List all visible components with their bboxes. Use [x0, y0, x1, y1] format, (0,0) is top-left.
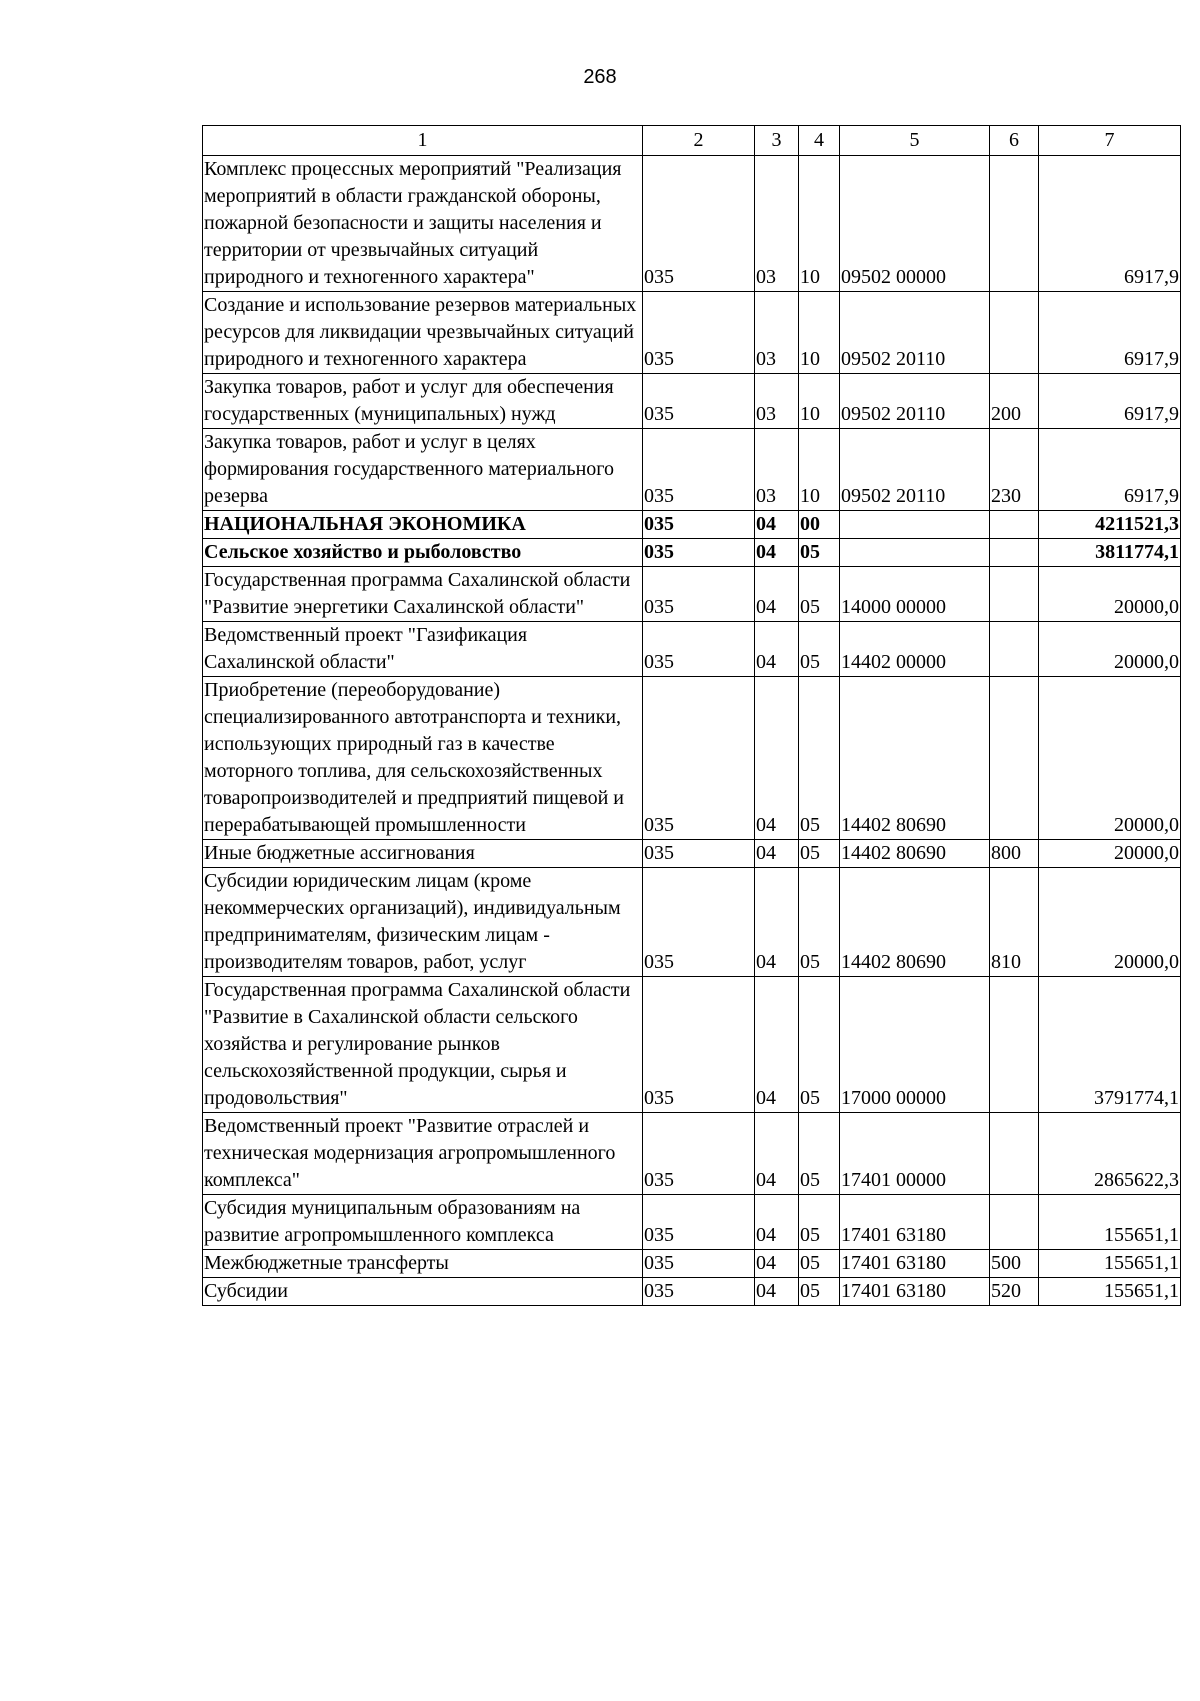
- row-code-6: [990, 511, 1039, 539]
- row-code-6: [990, 567, 1039, 622]
- table-row: [203, 677, 1181, 840]
- row-code-3: 04: [755, 511, 799, 539]
- row-code-5: [840, 539, 990, 567]
- row-code-6: [990, 677, 1039, 840]
- row-amount: 155651,1: [1039, 1195, 1181, 1250]
- row-code-2: 035: [643, 677, 755, 840]
- table-body: [203, 156, 1181, 1306]
- row-code-4: 05: [799, 539, 840, 567]
- row-amount: 3791774,1: [1039, 977, 1181, 1113]
- row-code-6: 520: [990, 1278, 1039, 1306]
- row-name: Субсидии юридическим лицам (кроме некоммерческих организаций), индивидуальным предпринимателям, физическим лицам - производителям товаров, работ, услуг: [203, 868, 643, 977]
- table-row: [203, 1278, 1181, 1306]
- row-code-4: 05: [799, 868, 840, 977]
- row-code-4: 10: [799, 429, 840, 511]
- row-code-5: 14402 80690: [840, 677, 990, 840]
- row-code-4: 05: [799, 1278, 840, 1306]
- row-name: Иные бюджетные ассигнования: [203, 840, 643, 868]
- row-code-5: 14402 00000: [840, 622, 990, 677]
- row-code-4: 05: [799, 677, 840, 840]
- row-code-5: 09502 20110: [840, 292, 990, 374]
- row-name: Закупка товаров, работ и услуг в целях формирования государственного материального резерва: [203, 429, 643, 511]
- row-name: Субсидии: [203, 1278, 643, 1306]
- row-code-4: 05: [799, 1250, 840, 1278]
- row-code-4: 10: [799, 374, 840, 429]
- row-code-2: 035: [643, 977, 755, 1113]
- row-name: Ведомственный проект "Развитие отраслей и техническая модернизация агропромышленного комплекса": [203, 1113, 643, 1195]
- table-row: [203, 539, 1181, 567]
- table-row: [203, 567, 1181, 622]
- row-code-5: 09502 20110: [840, 374, 990, 429]
- row-name: НАЦИОНАЛЬНАЯ ЭКОНОМИКА: [203, 511, 643, 539]
- row-code-6: [990, 1113, 1039, 1195]
- row-code-3: 04: [755, 622, 799, 677]
- header-row: [203, 126, 1181, 156]
- row-code-5: [840, 511, 990, 539]
- row-name: Межбюджетные трансферты: [203, 1250, 643, 1278]
- row-amount: 3811774,1: [1039, 539, 1181, 567]
- row-name: Приобретение (переоборудование) специализированного автотранспорта и техники, использующих природный газ в качестве моторного топлива, для сельскохозяйственных товаропроизводителей и предприятий пищевой и перерабатывающей промышленности: [203, 677, 643, 840]
- row-code-3: 04: [755, 1278, 799, 1306]
- row-amount: 20000,0: [1039, 622, 1181, 677]
- row-code-2: 035: [643, 1250, 755, 1278]
- budget-table: [202, 125, 1181, 1306]
- row-name: Ведомственный проект "Газификация Сахалинской области": [203, 622, 643, 677]
- row-name: Создание и использование резервов материальных ресурсов для ликвидации чрезвычайных ситуаций природного и техногенного характера: [203, 292, 643, 374]
- row-code-5: 09502 00000: [840, 156, 990, 292]
- column-header: 1: [203, 126, 643, 156]
- row-amount: 6917,9: [1039, 156, 1181, 292]
- row-code-3: 04: [755, 840, 799, 868]
- row-name: Комплекс процессных мероприятий "Реализация мероприятий в области гражданской обороны, пожарной безопасности и защиты населения и территории от чрезвычайных ситуаций природного и техногенного характера": [203, 156, 643, 292]
- row-amount: 155651,1: [1039, 1250, 1181, 1278]
- row-code-2: 035: [643, 374, 755, 429]
- table-row: [203, 1250, 1181, 1278]
- row-code-4: 05: [799, 977, 840, 1113]
- row-code-3: 04: [755, 539, 799, 567]
- table-row: [203, 622, 1181, 677]
- row-code-6: 810: [990, 868, 1039, 977]
- column-header: 7: [1039, 126, 1181, 156]
- column-header: 5: [840, 126, 990, 156]
- row-name: Государственная программа Сахалинской области "Развитие в Сахалинской области сельского хозяйства и регулирование рынков сельскохозяйственной продукции, сырья и продовольствия": [203, 977, 643, 1113]
- column-header: 2: [643, 126, 755, 156]
- row-code-2: 035: [643, 868, 755, 977]
- row-code-5: 17401 00000: [840, 1113, 990, 1195]
- row-code-2: 035: [643, 429, 755, 511]
- row-code-5: 14000 00000: [840, 567, 990, 622]
- row-amount: 155651,1: [1039, 1278, 1181, 1306]
- row-code-5: 17401 63180: [840, 1195, 990, 1250]
- row-code-3: 04: [755, 868, 799, 977]
- row-code-3: 04: [755, 1250, 799, 1278]
- row-amount: 6917,9: [1039, 374, 1181, 429]
- row-code-3: 03: [755, 429, 799, 511]
- table-row: [203, 292, 1181, 374]
- table-row: [203, 374, 1181, 429]
- row-code-6: [990, 1195, 1039, 1250]
- row-code-2: 035: [643, 511, 755, 539]
- row-code-2: 035: [643, 1113, 755, 1195]
- row-code-4: 05: [799, 567, 840, 622]
- row-code-5: 14402 80690: [840, 868, 990, 977]
- row-amount: 20000,0: [1039, 567, 1181, 622]
- row-amount: 6917,9: [1039, 429, 1181, 511]
- row-code-2: 035: [643, 1195, 755, 1250]
- row-code-2: 035: [643, 622, 755, 677]
- column-header: 4: [799, 126, 840, 156]
- row-code-4: 05: [799, 1113, 840, 1195]
- table-row: [203, 1113, 1181, 1195]
- table-row: [203, 511, 1181, 539]
- table-row: [203, 1195, 1181, 1250]
- row-code-3: 04: [755, 977, 799, 1113]
- row-code-4: 00: [799, 511, 840, 539]
- row-code-3: 04: [755, 1195, 799, 1250]
- row-code-6: 230: [990, 429, 1039, 511]
- row-name: Государственная программа Сахалинской области "Развитие энергетики Сахалинской области": [203, 567, 643, 622]
- row-code-5: 14402 80690: [840, 840, 990, 868]
- row-code-3: 03: [755, 156, 799, 292]
- table-row: [203, 840, 1181, 868]
- row-code-4: 05: [799, 622, 840, 677]
- row-code-6: [990, 622, 1039, 677]
- row-amount: 4211521,3: [1039, 511, 1181, 539]
- row-code-5: 17401 63180: [840, 1278, 990, 1306]
- table-row: [203, 868, 1181, 977]
- row-amount: 2865622,3: [1039, 1113, 1181, 1195]
- table-row: [203, 977, 1181, 1113]
- row-code-6: 200: [990, 374, 1039, 429]
- row-code-2: 035: [643, 539, 755, 567]
- row-code-3: 03: [755, 292, 799, 374]
- page-number: 268: [583, 66, 617, 88]
- column-header: 6: [990, 126, 1039, 156]
- row-code-5: 09502 20110: [840, 429, 990, 511]
- row-amount: 6917,9: [1039, 292, 1181, 374]
- row-code-6: [990, 539, 1039, 567]
- row-code-4: 10: [799, 156, 840, 292]
- row-code-2: 035: [643, 1278, 755, 1306]
- row-code-5: 17000 00000: [840, 977, 990, 1113]
- row-code-4: 05: [799, 840, 840, 868]
- row-code-5: 17401 63180: [840, 1250, 990, 1278]
- row-code-6: [990, 156, 1039, 292]
- row-name: Сельское хозяйство и рыболовство: [203, 539, 643, 567]
- row-code-3: 04: [755, 677, 799, 840]
- row-amount: 20000,0: [1039, 677, 1181, 840]
- row-code-3: 04: [755, 567, 799, 622]
- row-code-3: 03: [755, 374, 799, 429]
- row-code-2: 035: [643, 292, 755, 374]
- row-code-3: 04: [755, 1113, 799, 1195]
- row-code-6: [990, 977, 1039, 1113]
- row-code-2: 035: [643, 567, 755, 622]
- table-row: [203, 156, 1181, 292]
- column-header: 3: [755, 126, 799, 156]
- row-code-2: 035: [643, 156, 755, 292]
- row-name: Субсидия муниципальным образованиям на развитие агропромышленного комплекса: [203, 1195, 643, 1250]
- row-amount: 20000,0: [1039, 840, 1181, 868]
- row-amount: 20000,0: [1039, 868, 1181, 977]
- row-name: Закупка товаров, работ и услуг для обеспечения государственных (муниципальных) нужд: [203, 374, 643, 429]
- row-code-6: [990, 292, 1039, 374]
- row-code-6: 800: [990, 840, 1039, 868]
- row-code-6: 500: [990, 1250, 1039, 1278]
- row-code-2: 035: [643, 840, 755, 868]
- row-code-4: 10: [799, 292, 840, 374]
- row-code-4: 05: [799, 1195, 840, 1250]
- table-row: [203, 429, 1181, 511]
